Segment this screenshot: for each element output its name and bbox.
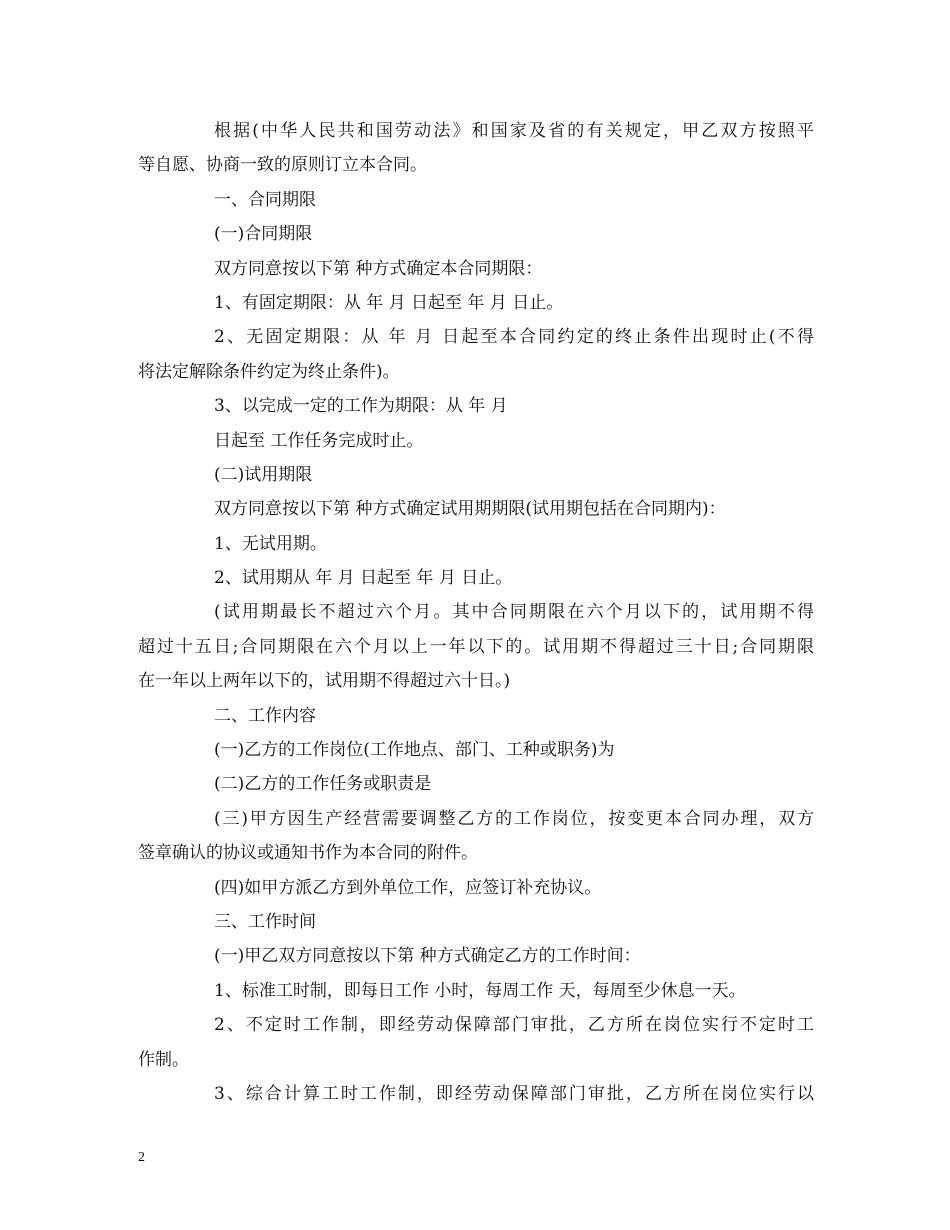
paragraph-line: 双方同意按以下第 种方式确定试用期期限(试用期包括在合同期内)： — [214, 499, 726, 520]
list-item: 1、标准工时制，即每日工作 小时，每周工作 天，每周至少休息一天。 — [214, 980, 746, 1001]
paragraph-line: 双方同意按以下第 种方式确定本合同期限： — [214, 258, 543, 279]
list-item: 2、试用期从 年 月 日起至 年 月 日止。 — [214, 568, 513, 589]
subsection-heading: (一)合同期限 — [214, 224, 313, 245]
paragraph-line: 在一年以上两年以下的，试用期不得超过六十日。) — [138, 671, 511, 692]
paragraph-line: 日起至 工作任务完成时止。 — [214, 430, 424, 451]
paragraph-line: 签章确认的协议或通知书作为本合同的附件。 — [138, 843, 478, 864]
paragraph-line: 将法定解除条件约定为终止条件)。 — [138, 361, 400, 382]
section-heading: 二、工作内容 — [214, 705, 316, 726]
paragraph-line: (二)乙方的工作任务或职责是 — [214, 774, 432, 795]
paragraph-line: (试用期最长不超过六个月。其中合同期限在六个月以下的，试用期不得 — [214, 602, 814, 623]
list-item: 2、无固定期限：从 年 月 日起至本合同约定的终止条件出现时止(不得 — [214, 327, 814, 348]
paragraph-line: (四)如甲方派乙方到外单位工作，应签订补充协议。 — [214, 877, 602, 898]
paragraph-line: 超过十五日;合同期限在六个月以上一年以下的。试用期不得超过三十日;合同期限 — [138, 636, 814, 657]
paragraph-line: (一)甲乙双方同意按以下第 种方式确定乙方的工作时间： — [214, 946, 641, 967]
paragraph-line: (三)甲方因生产经营需要调整乙方的工作岗位，按变更本合同办理，双方 — [214, 808, 814, 829]
document-body — [138, 114, 814, 1111]
page-number: 2 — [138, 1150, 145, 1165]
list-item: 1、有固定期限：从 年 月 日起至 年 月 日止。 — [214, 292, 564, 313]
list-item: 3、以完成一定的工作为期限：从 年 月 — [214, 396, 508, 417]
paragraph-line: 等自愿、协商一致的原则订立本合同。 — [138, 155, 427, 176]
list-item: 2、不定时工作制，即经劳动保障部门审批，乙方所在岗位实行不定时工 — [214, 1015, 814, 1036]
paragraph-line: (一)乙方的工作岗位(工作地点、部门、工种或职务)为 — [214, 740, 615, 761]
section-heading: 三、工作时间 — [214, 911, 316, 932]
subsection-heading: (二)试用期限 — [214, 464, 313, 485]
list-item: 3、综合计算工时工作制，即经劳动保障部门审批，乙方所在岗位实行以 — [214, 1083, 814, 1104]
list-item: 1、无试用期。 — [214, 533, 327, 554]
section-heading: 一、合同期限 — [214, 189, 316, 210]
paragraph-line: 根据(中华人民共和国劳动法》和国家及省的有关规定，甲乙双方按照平 — [214, 121, 814, 141]
paragraph-line: 作制。 — [138, 1049, 189, 1070]
